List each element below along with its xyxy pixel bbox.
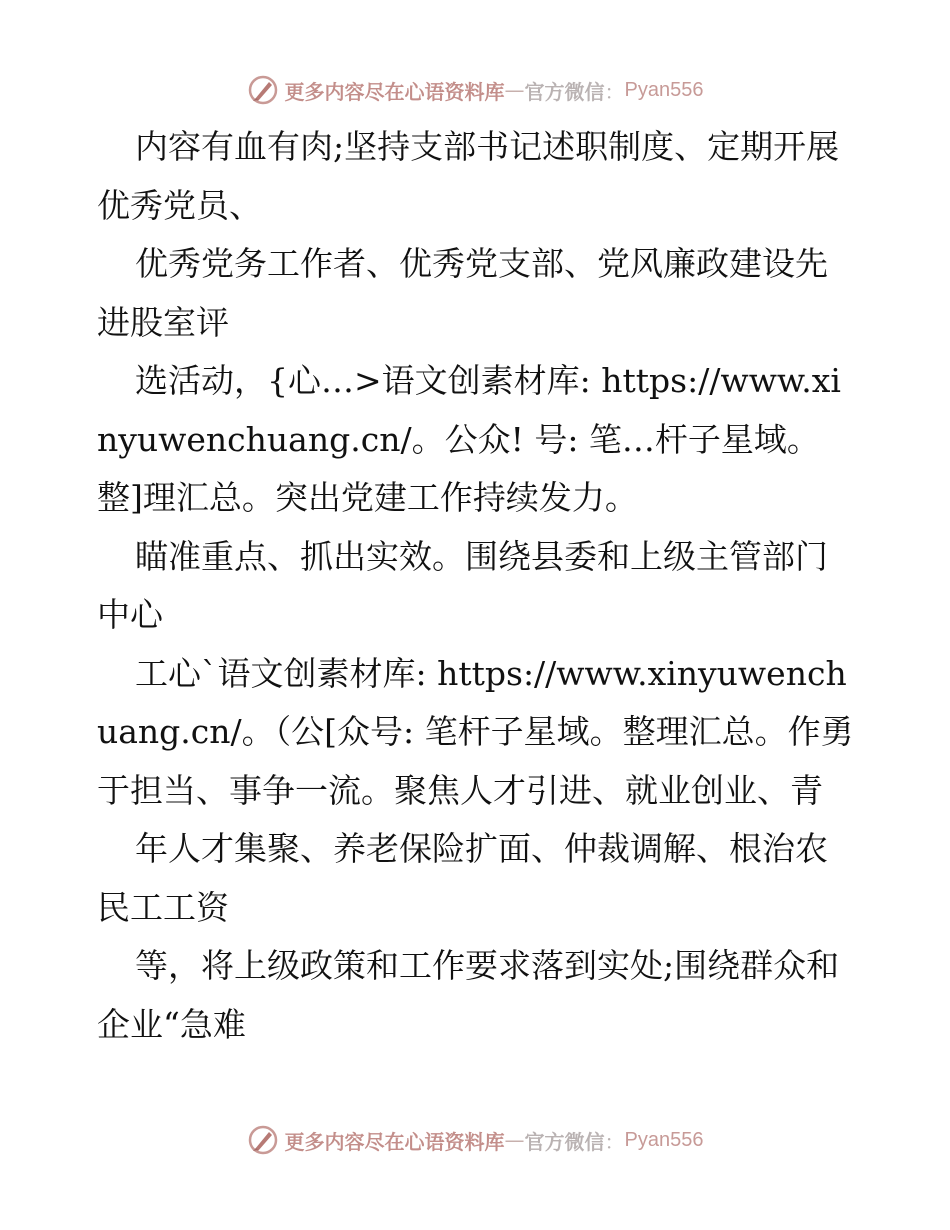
banner-official-label: 官方微信	[524, 79, 605, 104]
paragraph-1: 内容有血有肉;坚持支部书记述职制度、定期开展优秀党员、	[97, 127, 840, 225]
paragraph-3: 选活动，{心…>语文创素材库: https://www.xinyuwenchuang.cn/。公众! 号: 笔…杆子星域。整]理汇总。突出党建工作持续发力。	[97, 361, 841, 517]
banner-main-text: 更多内容尽在心语资料库	[284, 79, 505, 104]
paragraph-2: 优秀党务工作者、优秀党支部、党风廉政建设先进股室评	[97, 244, 828, 342]
paragraph-7: 等，将上级政策和工作要求落到实处;围绕群众和企业“急难	[97, 946, 840, 1044]
banner-colon: ：	[604, 79, 625, 104]
quill-pen-logo-icon	[247, 1124, 279, 1156]
quill-pen-logo-icon	[247, 74, 279, 106]
banner-separator: —	[504, 78, 525, 102]
header-watermark-banner	[0, 70, 950, 110]
banner-separator: —	[504, 1128, 525, 1152]
banner-wechat-id: Pyan556	[624, 78, 704, 101]
banner-wechat-id: Pyan556	[624, 1128, 704, 1151]
banner-official-label: 官方微信	[524, 1129, 605, 1154]
banner-colon: ：	[604, 1129, 625, 1154]
paragraph-4: 瞄准重点、抓出实效。围绕县委和上级主管部门中心	[97, 536, 828, 634]
banner-main-text: 更多内容尽在心语资料库	[284, 1129, 505, 1154]
paragraph-5: 工心`语文创素材库: https://www.xinyuwenchuang.cn/。（公[众号: 笔杆子星域。整理汇总。作勇于担当、事争一流。聚焦人才引进、就业创业、青	[97, 653, 854, 810]
document-body	[97, 118, 857, 1054]
paragraph-6: 年人才集聚、养老保险扩面、仲裁调解、根治农民工工资	[97, 829, 828, 927]
footer-watermark-banner	[0, 1120, 950, 1160]
